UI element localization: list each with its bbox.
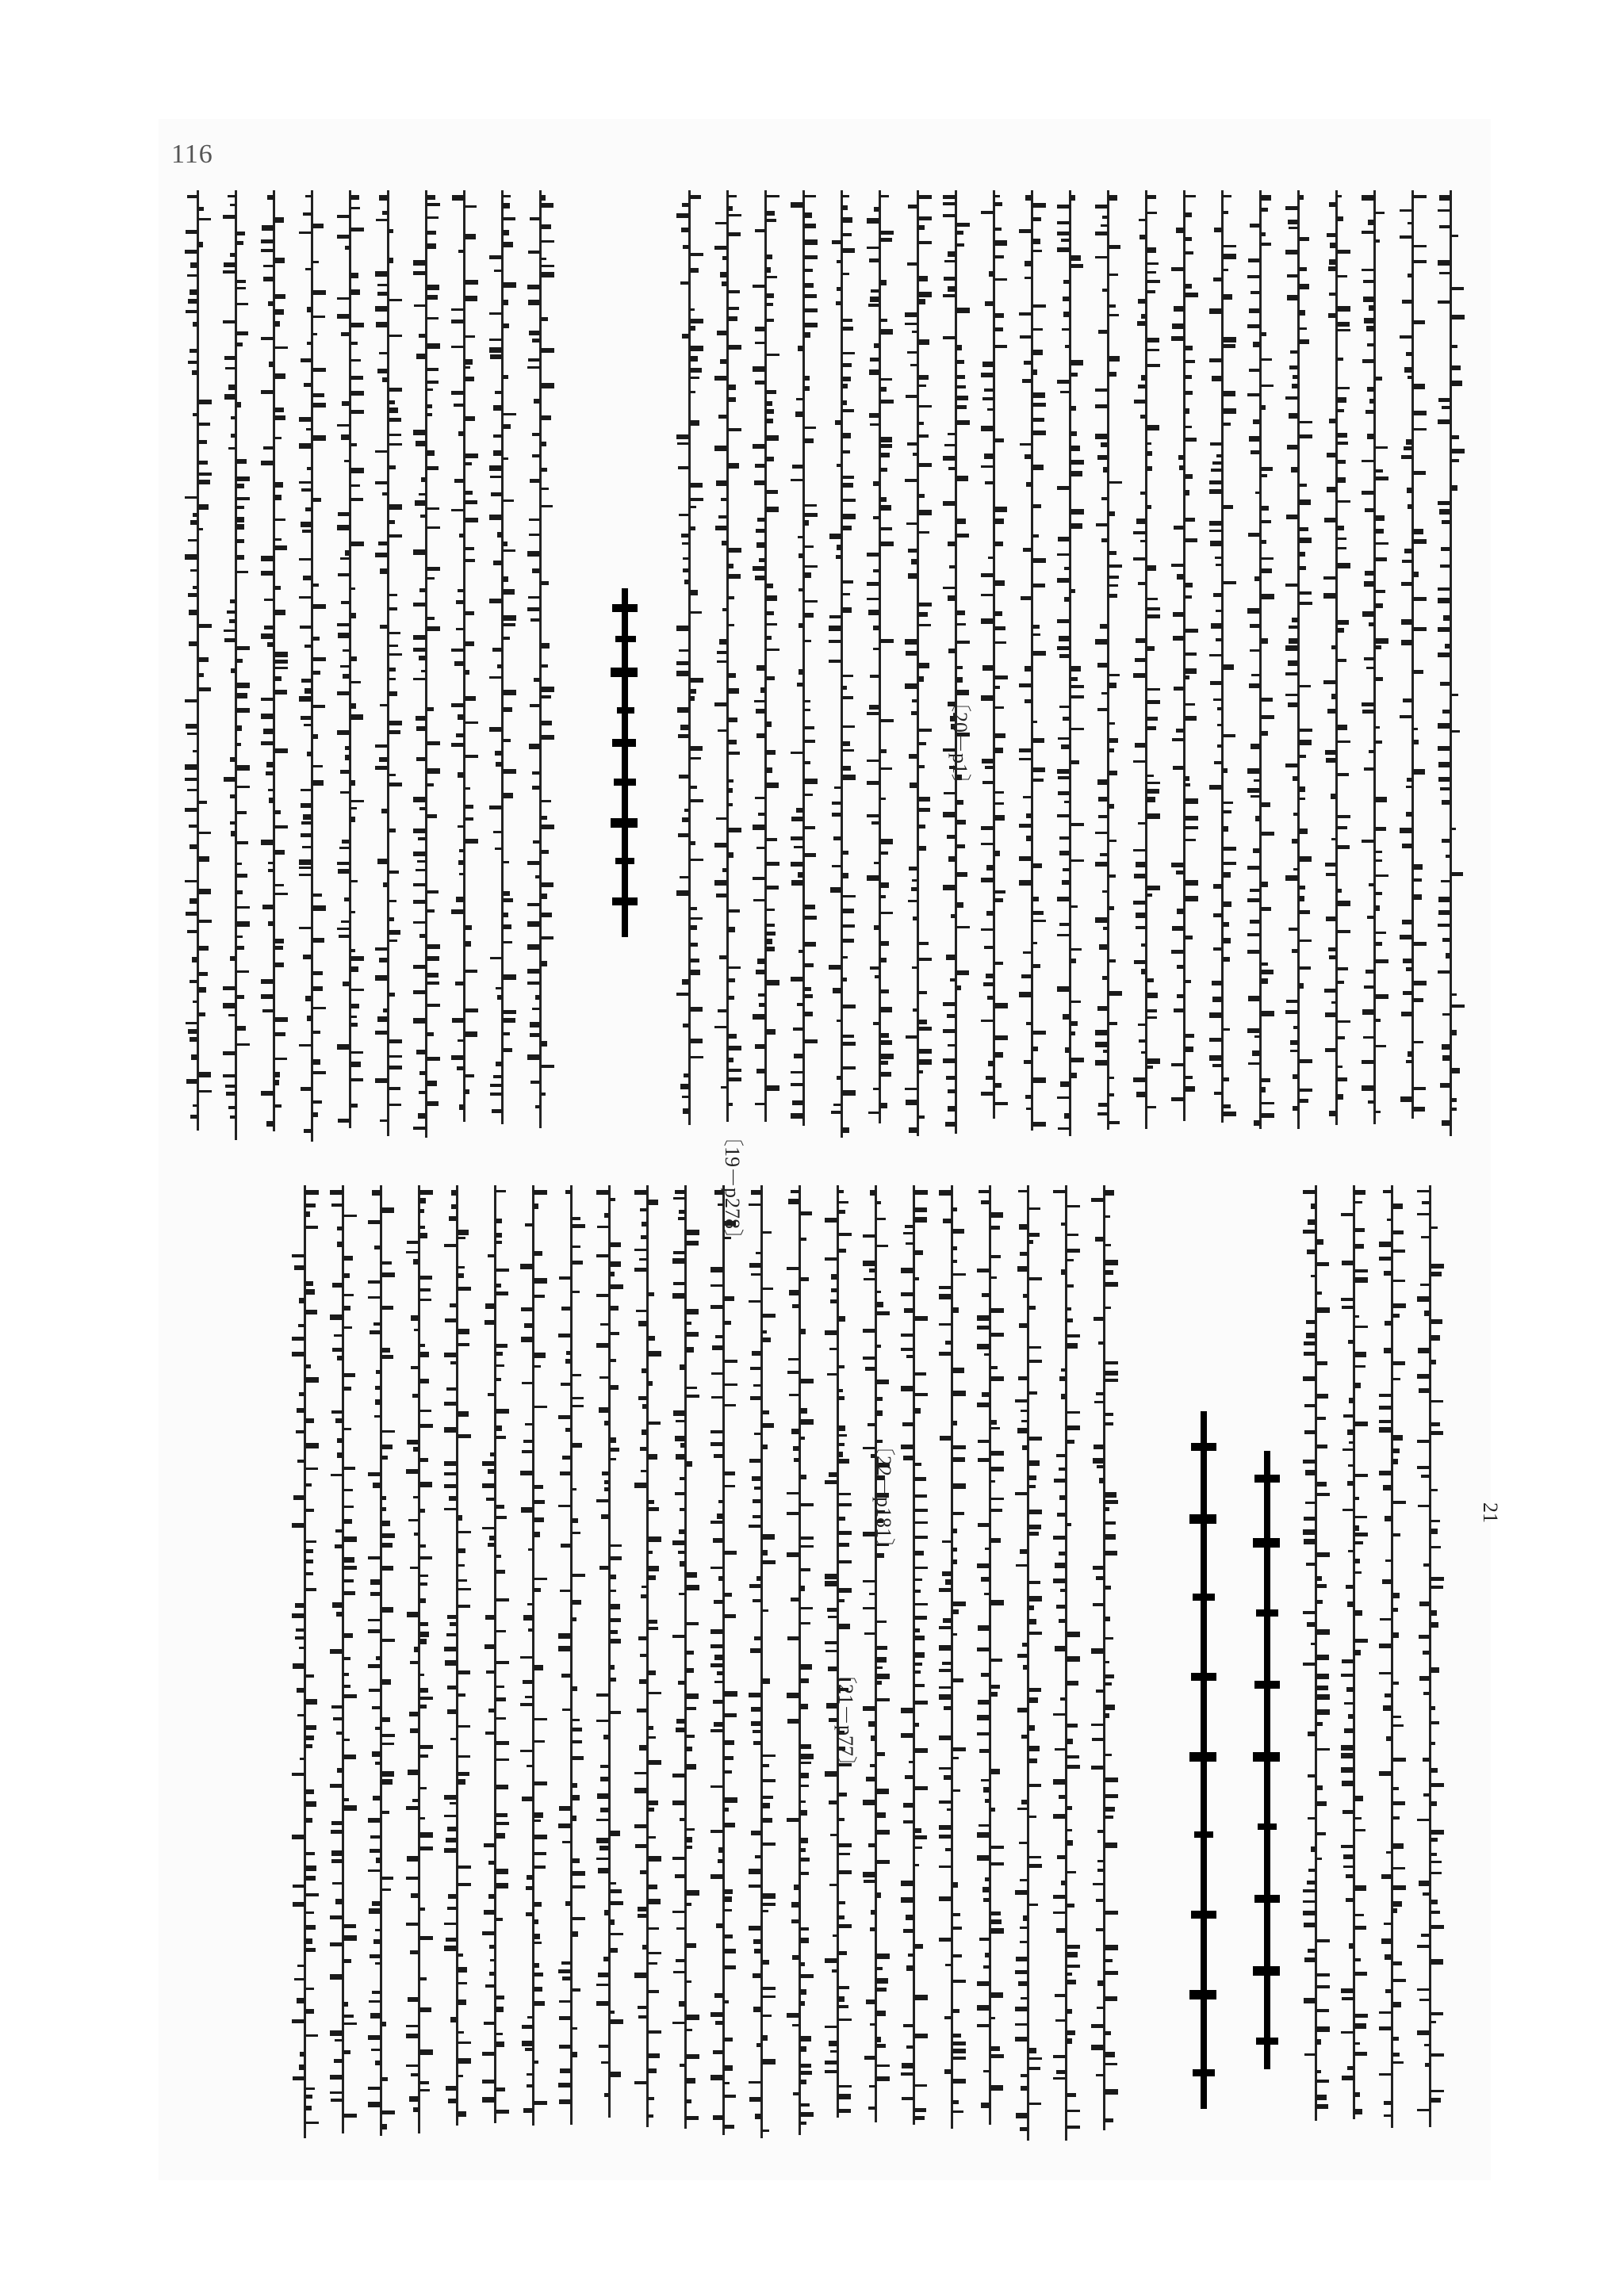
text-line: [863, 1185, 890, 2122]
number-21: 21: [1479, 1502, 1502, 1523]
text-line: [939, 1185, 966, 2129]
text-line: [558, 1185, 585, 2125]
text-line: [1209, 190, 1236, 1123]
section-heading-right-2: [1188, 1411, 1220, 2109]
text-line: [368, 1185, 395, 2136]
text-line: [1057, 190, 1084, 1136]
text-line: [1133, 190, 1160, 1129]
text-line: [292, 1185, 319, 2138]
text-line: [977, 1185, 1004, 2125]
text-line: [451, 190, 478, 1122]
text-line: [829, 190, 856, 1138]
text-line: [444, 1185, 471, 2126]
text-line: [1171, 190, 1198, 1121]
text-line: [596, 1185, 623, 2118]
text-line: [1341, 1185, 1368, 2119]
text-line: [787, 1185, 814, 2135]
text-line: [634, 1185, 661, 2127]
text-line: [1303, 1185, 1330, 2121]
text-line: [867, 190, 894, 1123]
text-line: [1095, 190, 1122, 1130]
text-line: [1019, 190, 1046, 1131]
text-line: [299, 190, 326, 1142]
text-line: [1438, 190, 1465, 1136]
text-line: [825, 1185, 852, 2118]
text-line: [905, 190, 932, 1136]
text-line: [710, 1185, 737, 2135]
text-line: [261, 190, 288, 1131]
text-line: [749, 1185, 776, 2138]
text-line: [943, 190, 970, 1134]
text-line: [714, 190, 741, 1122]
text-line: [337, 190, 364, 1128]
text-line: [791, 190, 818, 1126]
text-line: [1379, 1185, 1406, 2128]
text-line: [1091, 1185, 1118, 2130]
heading-glyphs: [609, 588, 641, 937]
text-line: [981, 190, 1008, 1119]
text-line: [1417, 1185, 1444, 2127]
text-line: [1015, 1185, 1042, 2141]
text-line: [753, 190, 779, 1122]
section-heading-right-1: [1251, 1451, 1283, 2069]
citation-20: 〔20－p1〕: [948, 691, 971, 795]
citation-21: 〔21－p77〕: [834, 1663, 857, 1777]
text-line: [1323, 190, 1350, 1125]
text-line: [413, 190, 440, 1138]
text-line: [520, 1185, 547, 2126]
page-number: 116: [171, 140, 213, 169]
text-line: [901, 1185, 928, 2125]
heading-glyphs: [1188, 1411, 1220, 2109]
text-line: [375, 190, 402, 1136]
text-line: [676, 190, 703, 1125]
text-line: [330, 1185, 357, 2133]
heading-glyphs: [1251, 1451, 1283, 2069]
text-line: [223, 190, 250, 1140]
text-line: [185, 190, 212, 1131]
text-line: [1285, 190, 1312, 1129]
citation-19: 〔19－p278〕: [721, 1126, 744, 1250]
text-line: [489, 190, 516, 1124]
text-line: [482, 1185, 509, 2123]
text-line: [1400, 190, 1427, 1119]
text-line: [1247, 190, 1274, 1129]
text-line: [1362, 190, 1388, 1124]
text-line: [1053, 1185, 1080, 2141]
citation-22: 〔22－p181〕: [872, 1435, 895, 1559]
text-line: [672, 1185, 699, 2129]
text-line: [527, 190, 554, 1128]
text-line: [406, 1185, 433, 2133]
section-heading-left: [609, 588, 641, 937]
